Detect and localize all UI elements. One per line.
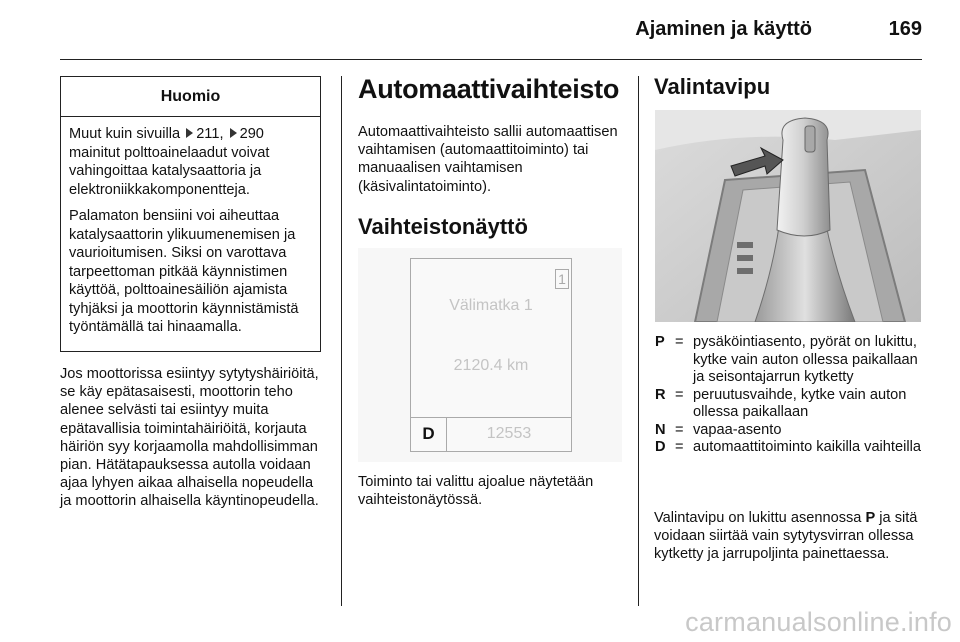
section-heading: Automaattivaihteisto <box>358 74 620 104</box>
column-divider-2 <box>638 76 639 606</box>
selector-lever-heading: Valintavipu <box>654 74 771 99</box>
definition-key: P <box>655 334 665 350</box>
intro-paragraph: Automaattivaihteisto sallii automaattisen vaihtamisen (automaattitoiminto) tai manuaalisen vaihtamisen (käsivalintatoiminto). <box>358 124 618 195</box>
definition-d <box>655 439 925 457</box>
definition-n <box>655 422 925 440</box>
page-reference-icon <box>186 128 193 138</box>
page-header <box>560 18 922 50</box>
lock-text: ja sitä voidaan siirtää vain sytytysvirran ollessa kytketty ja jarrupoljinta painettaessa. <box>654 510 918 563</box>
note-text: mainitut polttoainelaadut voivat vahingoittaa katalysaattoria ja elektroniikkakomponentteja. <box>69 144 270 198</box>
page-ref-290[interactable]: 290 <box>239 126 264 142</box>
misfire-paragraph: Jos moottorissa esiintyy sytytyshäiriöitä, se käy epätasaisesti, moottorin teho alenee selvästi tai esiintyy muita epätavallisia toimintahäiriöitä, korjauta häiriön syy korjaamolla mahdollisimman pian. Hätätapauksessa autolla voidaan ajaa lyhyen aikaa alhaisella nopeudella ja moottorin alhaisella käyntinopeudella. <box>60 366 319 510</box>
watermark: carmanualsonline.info <box>685 607 952 637</box>
subsection-heading: Vaihteistonäyttö <box>358 214 528 239</box>
definition-equals: = <box>675 439 684 455</box>
lock-paragraph <box>654 509 924 564</box>
display-caption: Toiminto tai valittu ajoalue näytetään vaihteistonäytössä. <box>358 474 594 509</box>
definition-key: N <box>655 421 666 438</box>
trip-badge: 1 <box>555 269 569 289</box>
definition-p <box>655 334 925 387</box>
display-screen <box>410 258 572 452</box>
definition-key: R <box>655 386 666 403</box>
page-ref-211[interactable]: 211, <box>196 126 224 142</box>
page-number: 169 <box>888 18 922 40</box>
column-divider-1 <box>341 76 342 606</box>
header-rule <box>60 59 922 60</box>
definition-key: D <box>655 439 666 455</box>
page-reference-icon <box>230 128 237 138</box>
note-text: Muut kuin sivuilla <box>69 126 181 142</box>
gear-position-list <box>655 334 925 457</box>
definition-text: peruutusvaihde, kytke vain auton ollessa paikallaan <box>693 386 907 420</box>
note-paragraph-1 <box>69 125 312 199</box>
definition-r <box>655 387 925 422</box>
transmission-display-illustration <box>358 248 622 462</box>
selector-lever-photo <box>655 110 921 322</box>
gear-indicator: D <box>411 418 447 451</box>
definition-text: automaattitoiminto kaikilla vaihteilla <box>693 439 921 455</box>
trip-distance: 2120.4 km <box>453 357 529 374</box>
running-title: Ajaminen ja käyttö <box>635 18 812 40</box>
definition-equals: = <box>675 334 684 350</box>
definition-text: vapaa-asento <box>693 421 782 438</box>
definition-equals: = <box>675 421 684 438</box>
lock-text: Valintavipu on lukittu asennossa <box>654 510 862 526</box>
display-bottom-row <box>411 417 571 451</box>
note-paragraph-2: Palamaton bensiini voi aiheuttaa katalysaattorin ylikuumenemisen ja vaurioitumisen. Siksi on varottava tarpeettoman pitkää käynnistimen käyttöä, polttoainesäiliön ajamista tyhjäksi ja moottorin käynnistämistä työntämällä tai hinaamalla. <box>69 208 299 335</box>
note-title: Huomio <box>61 77 320 117</box>
odometer-value: 12553 <box>486 425 532 442</box>
note-body <box>61 117 320 337</box>
note-box <box>60 76 321 352</box>
trip-label: Välimatka 1 <box>449 297 533 314</box>
lock-key: P <box>865 510 876 526</box>
definition-equals: = <box>675 386 684 403</box>
definition-text: pysäköintiasento, pyörät on lukittu, kytke vain auton ollessa paikallaan ja seisontajarrun kytketty <box>693 334 918 385</box>
